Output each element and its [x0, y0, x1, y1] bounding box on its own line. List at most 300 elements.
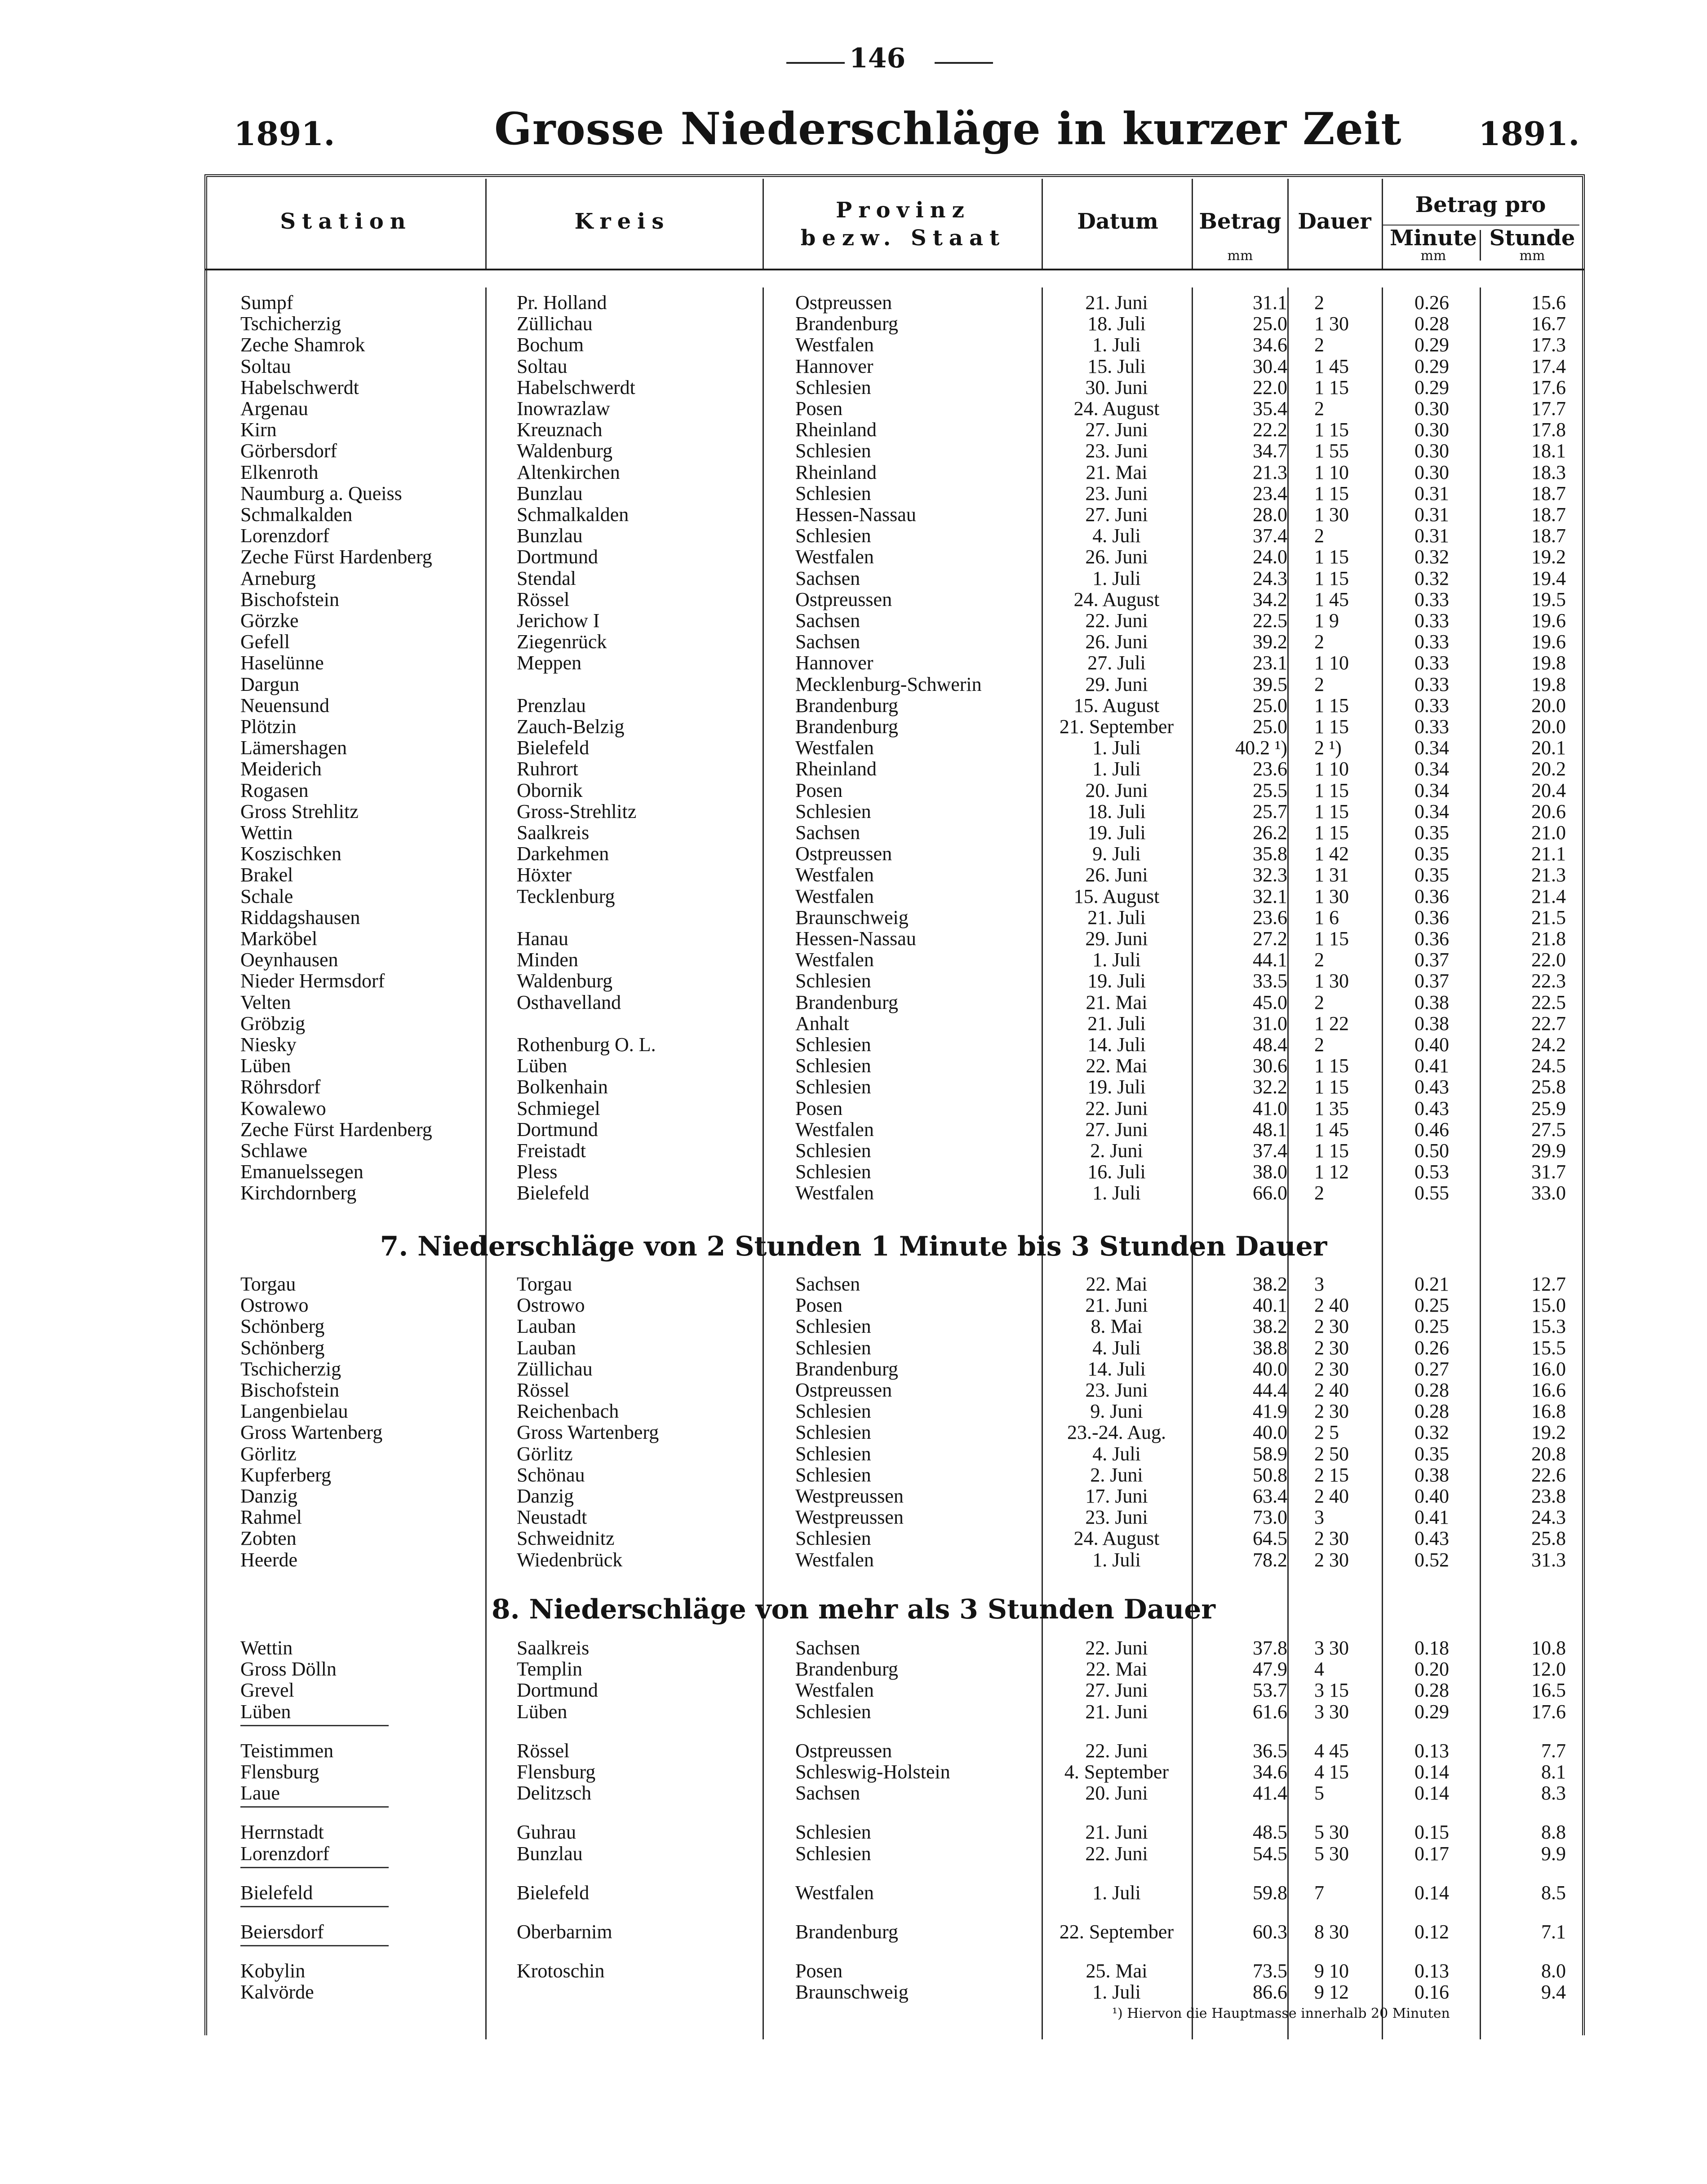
- kreis-cell: Delitzsch: [517, 1782, 592, 1804]
- datum-cell: 21. Mai: [1086, 991, 1148, 1013]
- datum-cell: 8. Mai: [1091, 1315, 1143, 1338]
- kreis-cell: Minden: [517, 949, 578, 971]
- dauer-cell: 2 30: [1314, 1527, 1349, 1550]
- kreis-cell: Dortmund: [517, 546, 598, 568]
- table-row: [0, 1680, 1707, 1701]
- station-cell: Schönberg: [240, 1315, 325, 1338]
- kreis-cell: Rössel: [517, 588, 570, 610]
- page-title: Grosse Niederschläge in kurzer Zeit: [494, 103, 1402, 155]
- betrag-cell: 54.5: [1253, 1842, 1287, 1865]
- provinz-cell: Schlesien: [795, 1315, 871, 1338]
- dauer-cell: 2 30: [1314, 1315, 1349, 1338]
- minute-cell: 0.28: [1414, 1400, 1449, 1423]
- provinz-cell: Rheinland: [795, 419, 877, 441]
- datum-cell: 22. Juni: [1085, 1097, 1148, 1119]
- table-row: [0, 822, 1707, 843]
- header-datum: Datum: [1077, 209, 1158, 234]
- minute-cell: 0.21: [1414, 1273, 1449, 1295]
- minute-cell: 0.37: [1414, 949, 1449, 971]
- dauer-cell: 5: [1314, 1782, 1324, 1804]
- stunde-cell: 15.5: [1531, 1336, 1566, 1359]
- betrag-cell: 73.0: [1253, 1506, 1287, 1529]
- betrag-cell: 21.3: [1253, 461, 1287, 483]
- stunde-cell: 29.9: [1531, 1140, 1566, 1162]
- table-row: [0, 1140, 1707, 1161]
- provinz-cell: Schlesien: [795, 376, 871, 398]
- dauer-cell: 2: [1314, 949, 1324, 971]
- betrag-cell: 40.2 ¹): [1235, 737, 1287, 759]
- station-cell: Torgau: [240, 1273, 296, 1295]
- table-row: [0, 1960, 1707, 1981]
- station-cell: Zeche Shamrok: [240, 334, 365, 356]
- stunde-cell: 16.0: [1531, 1357, 1566, 1380]
- table-row: [0, 292, 1707, 313]
- provinz-cell: Schlesien: [795, 1055, 871, 1077]
- station-cell: Danzig: [240, 1485, 298, 1507]
- dauer-cell: 2: [1314, 1034, 1324, 1056]
- dauer-cell: 1 15: [1314, 928, 1349, 950]
- datum-cell: 16. Juli: [1087, 1161, 1146, 1183]
- provinz-cell: Hannover: [795, 652, 873, 674]
- dauer-cell: 2 40: [1314, 1379, 1349, 1401]
- station-cell: Flensburg: [240, 1761, 319, 1783]
- stunde-cell: 22.6: [1531, 1463, 1566, 1486]
- provinz-cell: Schleswig-Holstein: [795, 1761, 950, 1783]
- datum-cell: 21. Juli: [1087, 1012, 1146, 1035]
- section-7-title: 7. Niederschläge von 2 Stunden 1 Minute bis 3 Stunden Dauer: [380, 1231, 1327, 1262]
- dauer-cell: 1 15: [1314, 1140, 1349, 1162]
- datum-cell: 1. Juli: [1092, 567, 1141, 589]
- betrag-cell: 41.4: [1253, 1782, 1287, 1804]
- datum-cell: 27. Juni: [1085, 504, 1148, 526]
- provinz-cell: Schlesien: [795, 1421, 871, 1444]
- provinz-cell: Schlesien: [795, 1400, 871, 1423]
- minute-cell: 0.55: [1414, 1182, 1449, 1204]
- dauer-cell: 2: [1314, 631, 1324, 653]
- header-separator: [485, 179, 487, 269]
- betrag-cell: 37.4: [1253, 1140, 1287, 1162]
- kreis-cell: Bolkenhain: [517, 1076, 608, 1098]
- station-cell: Gröbzig: [240, 1012, 306, 1035]
- dauer-cell: 2 30: [1314, 1357, 1349, 1380]
- kreis-cell: Schönau: [517, 1463, 585, 1486]
- stunde-cell: 21.8: [1531, 928, 1566, 950]
- station-cell: Naumburg a. Queiss: [240, 482, 402, 504]
- provinz-cell: Westfalen: [795, 1881, 874, 1904]
- datum-cell: 22. Juni: [1085, 1842, 1148, 1865]
- table-row: [0, 801, 1707, 822]
- dauer-cell: 1 15: [1314, 482, 1349, 504]
- minute-cell: 0.32: [1414, 1421, 1449, 1444]
- provinz-cell: Westpreussen: [795, 1485, 904, 1507]
- stunde-cell: 25.8: [1531, 1076, 1566, 1098]
- kreis-cell: Torgau: [517, 1273, 572, 1295]
- provinz-cell: Schlesien: [795, 1336, 871, 1359]
- kreis-cell: Danzig: [517, 1485, 574, 1507]
- dauer-cell: 1 15: [1314, 546, 1349, 568]
- datum-cell: 19. Juli: [1087, 970, 1146, 992]
- provinz-cell: Schlesien: [795, 970, 871, 992]
- betrag-cell: 22.2: [1253, 419, 1287, 441]
- dauer-cell: 7: [1314, 1881, 1324, 1904]
- betrag-cell: 48.4: [1253, 1034, 1287, 1056]
- dauer-cell: 1 35: [1314, 1097, 1349, 1119]
- stunde-cell: 16.7: [1531, 313, 1566, 335]
- kreis-cell: Osthavelland: [517, 991, 621, 1013]
- stunde-cell: 19.6: [1531, 610, 1566, 632]
- provinz-cell: Brandenburg: [795, 1357, 898, 1380]
- header-bottom-rule: [204, 269, 1585, 270]
- table-row: [0, 419, 1707, 440]
- datum-cell: 2. Juni: [1090, 1140, 1143, 1162]
- stunde-cell: 18.3: [1531, 461, 1566, 483]
- betrag-cell: 25.5: [1253, 779, 1287, 801]
- minute-cell: 0.29: [1414, 355, 1449, 377]
- datum-cell: 1. Juli: [1092, 1182, 1141, 1204]
- minute-cell: 0.35: [1414, 822, 1449, 844]
- minute-cell: 0.50: [1414, 1140, 1449, 1162]
- betrag-cell: 64.5: [1253, 1527, 1287, 1550]
- provinz-cell: Ostpreussen: [795, 1379, 892, 1401]
- betrag-cell: 22.5: [1253, 610, 1287, 632]
- provinz-cell: Sachsen: [795, 1637, 860, 1659]
- table-row: [0, 1295, 1707, 1316]
- betrag-cell: 60.3: [1253, 1921, 1287, 1943]
- stunde-cell: 20.8: [1531, 1442, 1566, 1465]
- betrag-cell: 23.6: [1253, 906, 1287, 928]
- minute-cell: 0.31: [1414, 482, 1449, 504]
- dauer-cell: 4 45: [1314, 1739, 1349, 1762]
- table-row: [0, 568, 1707, 589]
- table-row: [0, 970, 1707, 991]
- provinz-cell: Westfalen: [795, 334, 874, 356]
- table-row: [0, 377, 1707, 398]
- stunde-cell: 21.1: [1531, 843, 1566, 865]
- provinz-cell: Hessen-Nassau: [795, 504, 916, 526]
- datum-cell: 22. September: [1059, 1921, 1174, 1943]
- betrag-cell: 63.4: [1253, 1485, 1287, 1507]
- provinz-cell: Sachsen: [795, 1273, 860, 1295]
- betrag-cell: 25.0: [1253, 716, 1287, 738]
- dauer-cell: 2 5: [1314, 1421, 1339, 1444]
- dauer-cell: 2: [1314, 1182, 1324, 1204]
- dauer-cell: 3 30: [1314, 1700, 1349, 1723]
- datum-cell: 4. Juli: [1092, 1336, 1141, 1359]
- stunde-cell: 9.9: [1541, 1842, 1566, 1865]
- table-row: [0, 1821, 1707, 1843]
- stunde-cell: 20.0: [1531, 694, 1566, 716]
- stunde-cell: 24.5: [1531, 1055, 1566, 1077]
- minute-cell: 0.33: [1414, 694, 1449, 716]
- provinz-cell: Schlesien: [795, 1821, 871, 1844]
- table-row: [0, 1761, 1707, 1782]
- table-row: [0, 1549, 1707, 1570]
- dauer-cell: 5 30: [1314, 1821, 1349, 1844]
- stunde-cell: 7.7: [1541, 1739, 1566, 1762]
- stunde-cell: 20.6: [1531, 800, 1566, 822]
- datum-cell: 23. Juni: [1085, 482, 1148, 504]
- provinz-cell: Schlesien: [795, 1140, 871, 1162]
- datum-cell: 4. Juli: [1092, 1442, 1141, 1465]
- dauer-cell: 2 30: [1314, 1336, 1349, 1359]
- header-separator: [763, 179, 764, 269]
- header-separator: [1382, 179, 1383, 269]
- datum-cell: 9. Juli: [1092, 843, 1141, 865]
- minute-cell: 0.41: [1414, 1055, 1449, 1077]
- betrag-cell: 48.1: [1253, 1118, 1287, 1141]
- table-row: [0, 737, 1707, 758]
- betrag-cell: 32.1: [1253, 885, 1287, 907]
- header-separator: [1287, 179, 1289, 269]
- dauer-cell: 1 15: [1314, 567, 1349, 589]
- minute-cell: 0.30: [1414, 461, 1449, 483]
- dauer-cell: 1 10: [1314, 758, 1349, 780]
- station-cell: Nieder Hermsdorf: [240, 970, 385, 992]
- dauer-cell: 1 9: [1314, 610, 1339, 632]
- betrag-cell: 24.0: [1253, 546, 1287, 568]
- stunde-cell: 15.6: [1531, 292, 1566, 314]
- datum-cell: 30. Juni: [1085, 376, 1148, 398]
- provinz-cell: Brandenburg: [795, 313, 898, 335]
- betrag-cell: 45.0: [1253, 991, 1287, 1013]
- datum-cell: 4. Juli: [1092, 525, 1141, 547]
- table-row: [0, 1637, 1707, 1658]
- stunde-cell: 21.0: [1531, 822, 1566, 844]
- station-cell: Kalvörde: [240, 1981, 314, 2003]
- dauer-cell: 1 30: [1314, 313, 1349, 335]
- betrag-cell: 53.7: [1253, 1679, 1287, 1702]
- table-row: [0, 1358, 1707, 1379]
- table-row: [0, 313, 1707, 334]
- datum-cell: 29. Juni: [1085, 928, 1148, 950]
- stunde-cell: 19.4: [1531, 567, 1566, 589]
- betrag-cell: 26.2: [1253, 822, 1287, 844]
- header-betrag: Betrag: [1199, 209, 1281, 234]
- minute-cell: 0.38: [1414, 1463, 1449, 1486]
- stunde-cell: 24.2: [1531, 1034, 1566, 1056]
- provinz-cell: Sachsen: [795, 1782, 860, 1804]
- header-separator: [1192, 179, 1193, 269]
- station-cell: Schönberg: [240, 1336, 325, 1359]
- station-cell: Kobylin: [240, 1960, 306, 1982]
- betrag-cell: 34.6: [1253, 334, 1287, 356]
- station-cell: Wettin: [240, 1637, 293, 1659]
- kreis-cell: Rössel: [517, 1379, 570, 1401]
- table-row: [0, 1443, 1707, 1464]
- stunde-cell: 8.8: [1541, 1821, 1566, 1844]
- provinz-cell: Ostpreussen: [795, 292, 892, 314]
- dauer-cell: 1 45: [1314, 1118, 1349, 1141]
- minute-cell: 0.34: [1414, 737, 1449, 759]
- table-row: [0, 695, 1707, 716]
- dauer-cell: 2: [1314, 334, 1324, 356]
- kreis-cell: Pr. Holland: [517, 292, 607, 314]
- group-divider: [240, 1906, 389, 1907]
- minute-cell: 0.33: [1414, 610, 1449, 632]
- stunde-cell: 24.3: [1531, 1506, 1566, 1529]
- datum-cell: 26. Juni: [1085, 546, 1148, 568]
- betrag-cell: 34.7: [1253, 440, 1287, 462]
- minute-cell: 0.15: [1414, 1821, 1449, 1844]
- station-cell: Lüben: [240, 1055, 291, 1077]
- kreis-cell: Templin: [517, 1658, 583, 1680]
- kreis-cell: Lauban: [517, 1336, 576, 1359]
- table-row: [0, 1485, 1707, 1507]
- provinz-cell: Schlesien: [795, 1463, 871, 1486]
- station-cell: Sumpf: [240, 292, 293, 314]
- kreis-cell: Rothenburg O. L.: [517, 1034, 656, 1056]
- table-row: [0, 525, 1707, 546]
- minute-cell: 0.28: [1414, 1379, 1449, 1401]
- datum-cell: 22. Juni: [1085, 610, 1148, 632]
- datum-cell: 23. Juni: [1085, 440, 1148, 462]
- datum-cell: 1. Juli: [1092, 758, 1141, 780]
- provinz-cell: Schlesien: [795, 482, 871, 504]
- table-row: [0, 652, 1707, 673]
- minute-cell: 0.14: [1414, 1881, 1449, 1904]
- stunde-cell: 17.6: [1531, 376, 1566, 398]
- stunde-cell: 22.0: [1531, 949, 1566, 971]
- dauer-cell: 3: [1314, 1273, 1324, 1295]
- betrag-cell: 27.2: [1253, 928, 1287, 950]
- table-row: [0, 631, 1707, 652]
- betrag-cell: 35.4: [1253, 398, 1287, 420]
- provinz-cell: Westfalen: [795, 546, 874, 568]
- betrag-cell: 24.3: [1253, 567, 1287, 589]
- betrag-cell: 48.5: [1253, 1821, 1287, 1844]
- stunde-cell: 33.0: [1531, 1182, 1566, 1204]
- table-row: [0, 1055, 1707, 1076]
- provinz-cell: Westpreussen: [795, 1506, 904, 1529]
- stunde-cell: 10.8: [1531, 1637, 1566, 1659]
- header-provinz: Provinz: [836, 198, 971, 223]
- dauer-cell: 9 12: [1314, 1981, 1349, 2003]
- stunde-cell: 18.7: [1531, 504, 1566, 526]
- table-row: [0, 1034, 1707, 1055]
- stunde-cell: 19.2: [1531, 1421, 1566, 1444]
- header-dauer: Dauer: [1298, 209, 1371, 234]
- dauer-cell: 3: [1314, 1506, 1324, 1529]
- kreis-cell: Schmiegel: [517, 1097, 600, 1119]
- table-row: [0, 992, 1707, 1013]
- table-row: [0, 1921, 1707, 1942]
- station-cell: Habelschwerdt: [240, 376, 359, 398]
- minute-cell: 0.30: [1414, 398, 1449, 420]
- betrag-cell: 33.5: [1253, 970, 1287, 992]
- station-cell: Haselünne: [240, 652, 324, 674]
- station-cell: Bischofstein: [240, 588, 339, 610]
- kreis-cell: Bielefeld: [517, 737, 590, 759]
- table-row: [0, 1161, 1707, 1182]
- kreis-cell: Guhrau: [517, 1821, 576, 1844]
- provinz-cell: Schlesien: [795, 525, 871, 547]
- station-cell: Görzke: [240, 610, 299, 632]
- header-bezw-staat: bezw. Staat: [800, 225, 1006, 251]
- provinz-cell: Schlesien: [795, 1034, 871, 1056]
- kreis-cell: Ziegenrück: [517, 631, 607, 653]
- betrag-cell: 34.2: [1253, 588, 1287, 610]
- datum-cell: 22. Juni: [1085, 1739, 1148, 1762]
- page-number-rule-left: [786, 62, 845, 64]
- stunde-cell: 15.0: [1531, 1294, 1566, 1317]
- dauer-cell: 4: [1314, 1658, 1324, 1680]
- minute-cell: 0.53: [1414, 1161, 1449, 1183]
- group-divider: [240, 1945, 389, 1946]
- datum-cell: 27. Juni: [1085, 1679, 1148, 1702]
- betrag-cell: 22.0: [1253, 376, 1287, 398]
- table-row: [0, 1981, 1707, 2003]
- kreis-cell: Lauban: [517, 1315, 576, 1338]
- dauer-cell: 1 42: [1314, 843, 1349, 865]
- station-cell: Wettin: [240, 822, 293, 844]
- header-minute: Minute: [1390, 225, 1477, 251]
- stunde-cell: 20.1: [1531, 737, 1566, 759]
- stunde-cell: 8.0: [1541, 1960, 1566, 1982]
- table-row: [0, 864, 1707, 885]
- section-8-title: 8. Niederschläge von mehr als 3 Stunden Dauer: [491, 1594, 1216, 1625]
- header-separator: [1042, 179, 1043, 269]
- kreis-cell: Darkehmen: [517, 843, 609, 865]
- minute-cell: 0.27: [1414, 1357, 1449, 1380]
- minute-cell: 0.33: [1414, 631, 1449, 653]
- provinz-cell: Sachsen: [795, 631, 860, 653]
- datum-cell: 24. August: [1073, 1527, 1160, 1550]
- dauer-cell: 2 30: [1314, 1548, 1349, 1571]
- dauer-cell: 2 30: [1314, 1400, 1349, 1423]
- station-cell: Gross Dölln: [240, 1658, 337, 1680]
- minute-cell: 0.31: [1414, 504, 1449, 526]
- betrag-cell: 44.1: [1253, 949, 1287, 971]
- minute-cell: 0.34: [1414, 758, 1449, 780]
- table-row: [0, 1013, 1707, 1034]
- station-cell: Grevel: [240, 1679, 294, 1702]
- dauer-cell: 2: [1314, 991, 1324, 1013]
- kreis-cell: Lüben: [517, 1055, 568, 1077]
- provinz-cell: Rheinland: [795, 758, 877, 780]
- provinz-cell: Schlesien: [795, 1527, 871, 1550]
- kreis-cell: Kreuznach: [517, 419, 603, 441]
- station-cell: Rahmel: [240, 1506, 302, 1529]
- provinz-cell: Posen: [795, 398, 843, 420]
- page-number-text: 146: [849, 43, 906, 74]
- betrag-cell: 38.2: [1253, 1315, 1287, 1338]
- station-cell: Gefell: [240, 631, 290, 653]
- minute-cell: 0.33: [1414, 716, 1449, 738]
- betrag-cell: 23.1: [1253, 652, 1287, 674]
- minute-cell: 0.38: [1414, 991, 1449, 1013]
- footnote: ¹) Hiervon die Hauptmasse innerhalb 20 Minuten: [1112, 2006, 1450, 2021]
- table-row: [0, 1464, 1707, 1485]
- betrag-cell: 37.8: [1253, 1637, 1287, 1659]
- kreis-cell: Gross-Strehlitz: [517, 800, 637, 822]
- minute-cell: 0.30: [1414, 419, 1449, 441]
- minute-cell: 0.29: [1414, 1700, 1449, 1723]
- minute-cell: 0.36: [1414, 928, 1449, 950]
- table-row: [0, 758, 1707, 779]
- header-separator: [1480, 230, 1481, 261]
- betrag-cell: 78.2: [1253, 1548, 1287, 1571]
- provinz-cell: Posen: [795, 1097, 843, 1119]
- minute-cell: 0.40: [1414, 1034, 1449, 1056]
- dauer-cell: 1 31: [1314, 864, 1349, 886]
- header-kreis: Kreis: [574, 209, 670, 234]
- stunde-cell: 20.2: [1531, 758, 1566, 780]
- kreis-cell: Reichenbach: [517, 1400, 619, 1423]
- kreis-cell: Altenkirchen: [517, 461, 620, 483]
- datum-cell: 27. Juni: [1085, 1118, 1148, 1141]
- betrag-cell: 28.0: [1253, 504, 1287, 526]
- station-cell: Lorenzdorf: [240, 525, 329, 547]
